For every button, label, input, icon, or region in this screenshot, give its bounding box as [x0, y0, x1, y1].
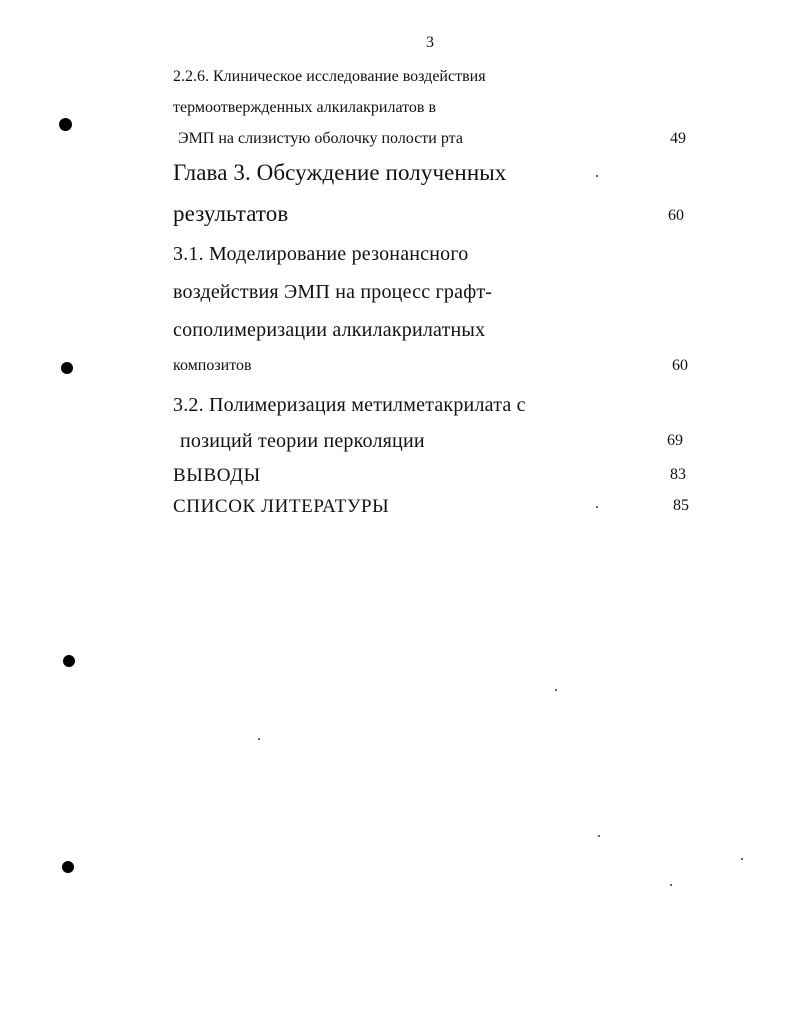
- toc-references-label: СПИСОК ЛИТЕРАТУРЫ: [173, 496, 390, 517]
- scan-blot: [61, 362, 73, 374]
- toc-entry-31-line1: 3.1. Моделирование резонансного: [173, 243, 469, 265]
- scan-speck: [555, 689, 557, 691]
- toc-entry-226-line1: 2.2.6. Клиническое исследование воздействия: [173, 68, 486, 85]
- scan-speck: [596, 506, 598, 508]
- scan-speck: [741, 858, 743, 860]
- toc-references-page: 85: [673, 497, 689, 514]
- toc-entry-32-line2: позиций теории перколяции: [180, 430, 425, 452]
- toc-entry-226-line2: термоотвержденных алкилакрилатов в: [173, 99, 437, 116]
- toc-entry-32-line1: 3.2. Полимеризация метилметакрилата с: [173, 394, 526, 416]
- toc-chapter-3-line1: Глава 3. Обсуждение полученных: [173, 160, 507, 185]
- scan-speck: [670, 884, 672, 886]
- toc-chapter-3-page: 60: [668, 207, 684, 224]
- scan-speck: [258, 738, 260, 740]
- toc-entry-31-line4: композитов: [173, 357, 252, 374]
- toc-conclusions-page: 83: [670, 466, 686, 483]
- scan-blot: [62, 861, 74, 873]
- scan-speck: [598, 835, 600, 837]
- toc-entry-31-page: 60: [672, 357, 688, 374]
- scan-blot: [63, 655, 75, 667]
- toc-entry-226-page: 49: [670, 130, 686, 147]
- toc-entry-31-line3: сополимеризации алкилакрилатных: [173, 319, 486, 341]
- toc-entry-226-line3: ЭМП на слизистую оболочку полости рта: [178, 130, 463, 147]
- toc-conclusions-label: ВЫВОДЫ: [173, 465, 261, 486]
- scan-speck: [596, 175, 598, 177]
- toc-entry-31-line2: воздействия ЭМП на процесс графт-: [173, 281, 493, 303]
- page-number: 3: [426, 34, 434, 51]
- scan-blot: [59, 118, 72, 131]
- toc-entry-32-page: 69: [667, 432, 683, 449]
- toc-chapter-3-line2: результатов: [173, 201, 289, 226]
